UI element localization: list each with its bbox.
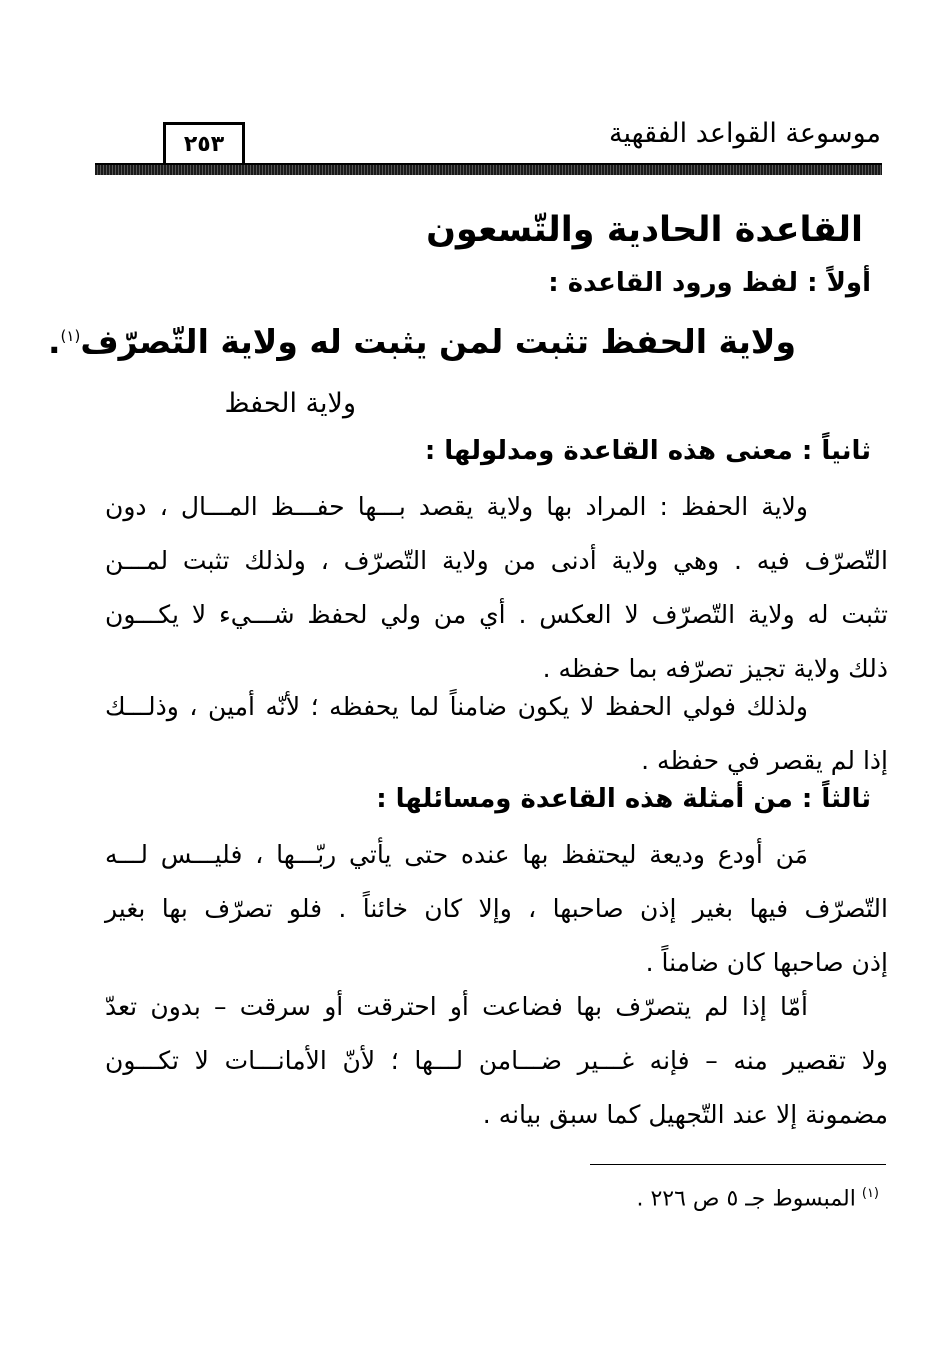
paragraph-line: مَن أودع وديعة ليحتفظ بها عنده حتى يأتي ربّـــها ، فليـــس لـــه — [105, 840, 808, 869]
rule-text: ولاية الحفظ تثبت لمن يثبت له ولاية التّصرّف — [80, 322, 796, 361]
rule-end: . — [48, 322, 61, 361]
paragraph-line: التّصرّف فيها بغير إذن صاحبها ، وإلا كان خائناً . فلو تصرّف بها بغير — [105, 894, 888, 923]
paragraph-line: ذلك ولاية تجيز تصرّفه بما حفظه . — [542, 654, 888, 683]
paragraph-line: تثبت له ولاية التّصرّف لا العكس . أي من ولي لحفظ شـــيء لا يكـــون — [105, 600, 888, 629]
paragraph-line: أمّا إذا لم يتصرّف بها فضاعت أو احترقت أو سرقت – بدون تعدّ — [105, 992, 808, 1021]
paragraph-line: ولا تقصير منه – فإنه غـــير ضـــامن لـــها ؛ لأنّ الأمانـــات لا تكـــون — [105, 1046, 888, 1075]
footnote-separator — [590, 1164, 886, 1165]
section2-paragraph-1 — [105, 480, 888, 696]
section1-title: أولاً : لفظ ورود القاعدة : — [548, 268, 871, 298]
book-title: موسوعة القواعد الفقهية — [609, 118, 881, 149]
page-number-text: ٢٥٣ — [183, 131, 225, 157]
section3-paragraph-1 — [105, 828, 888, 990]
section3-title: ثالثاً : من أمثلة هذه القاعدة ومسائلها : — [376, 784, 871, 814]
rule-heading: القاعدة الحادية والتّسعون — [426, 210, 863, 250]
footnote-marker: (١) — [861, 1186, 879, 1201]
paragraph-line: مضمونة إلا عند التّجهيل كما سبق بيانه . — [482, 1100, 888, 1129]
footnote — [636, 1186, 879, 1211]
paragraph-line: ولذلك فولي الحفظ لا يكون ضامناً لما يحفظه ؛ لأنّه أمين ، وذلـــك — [105, 692, 808, 721]
header-rule — [95, 163, 882, 175]
rule-short-form: ولاية الحفظ — [224, 388, 356, 419]
paragraph-line: التّصرّف فيه . وهي ولاية أدنى من ولاية التّصرّف ، ولذلك تثبت لمـــن — [105, 546, 888, 575]
rule-statement — [48, 322, 796, 361]
paragraph-line: ولاية الحفظ : المراد بها ولاية يقصد بـــها حفـــظ المـــال ، دون — [105, 492, 808, 521]
section3-paragraph-2 — [105, 980, 888, 1142]
page-number — [163, 122, 245, 166]
footnote-text: المبسوط جـ ٥ ص ٢٢٦ . — [636, 1186, 856, 1212]
section2-title: ثانياً : معنى هذه القاعدة ومدلولها : — [424, 436, 871, 466]
section2-paragraph-2 — [105, 680, 888, 788]
paragraph-line: إذا لم يقصر في حفظه . — [641, 746, 888, 775]
paragraph-line: إذن صاحبها كان ضامناً . — [645, 948, 888, 977]
rule-footnote-ref[interactable]: (١) — [60, 327, 81, 345]
